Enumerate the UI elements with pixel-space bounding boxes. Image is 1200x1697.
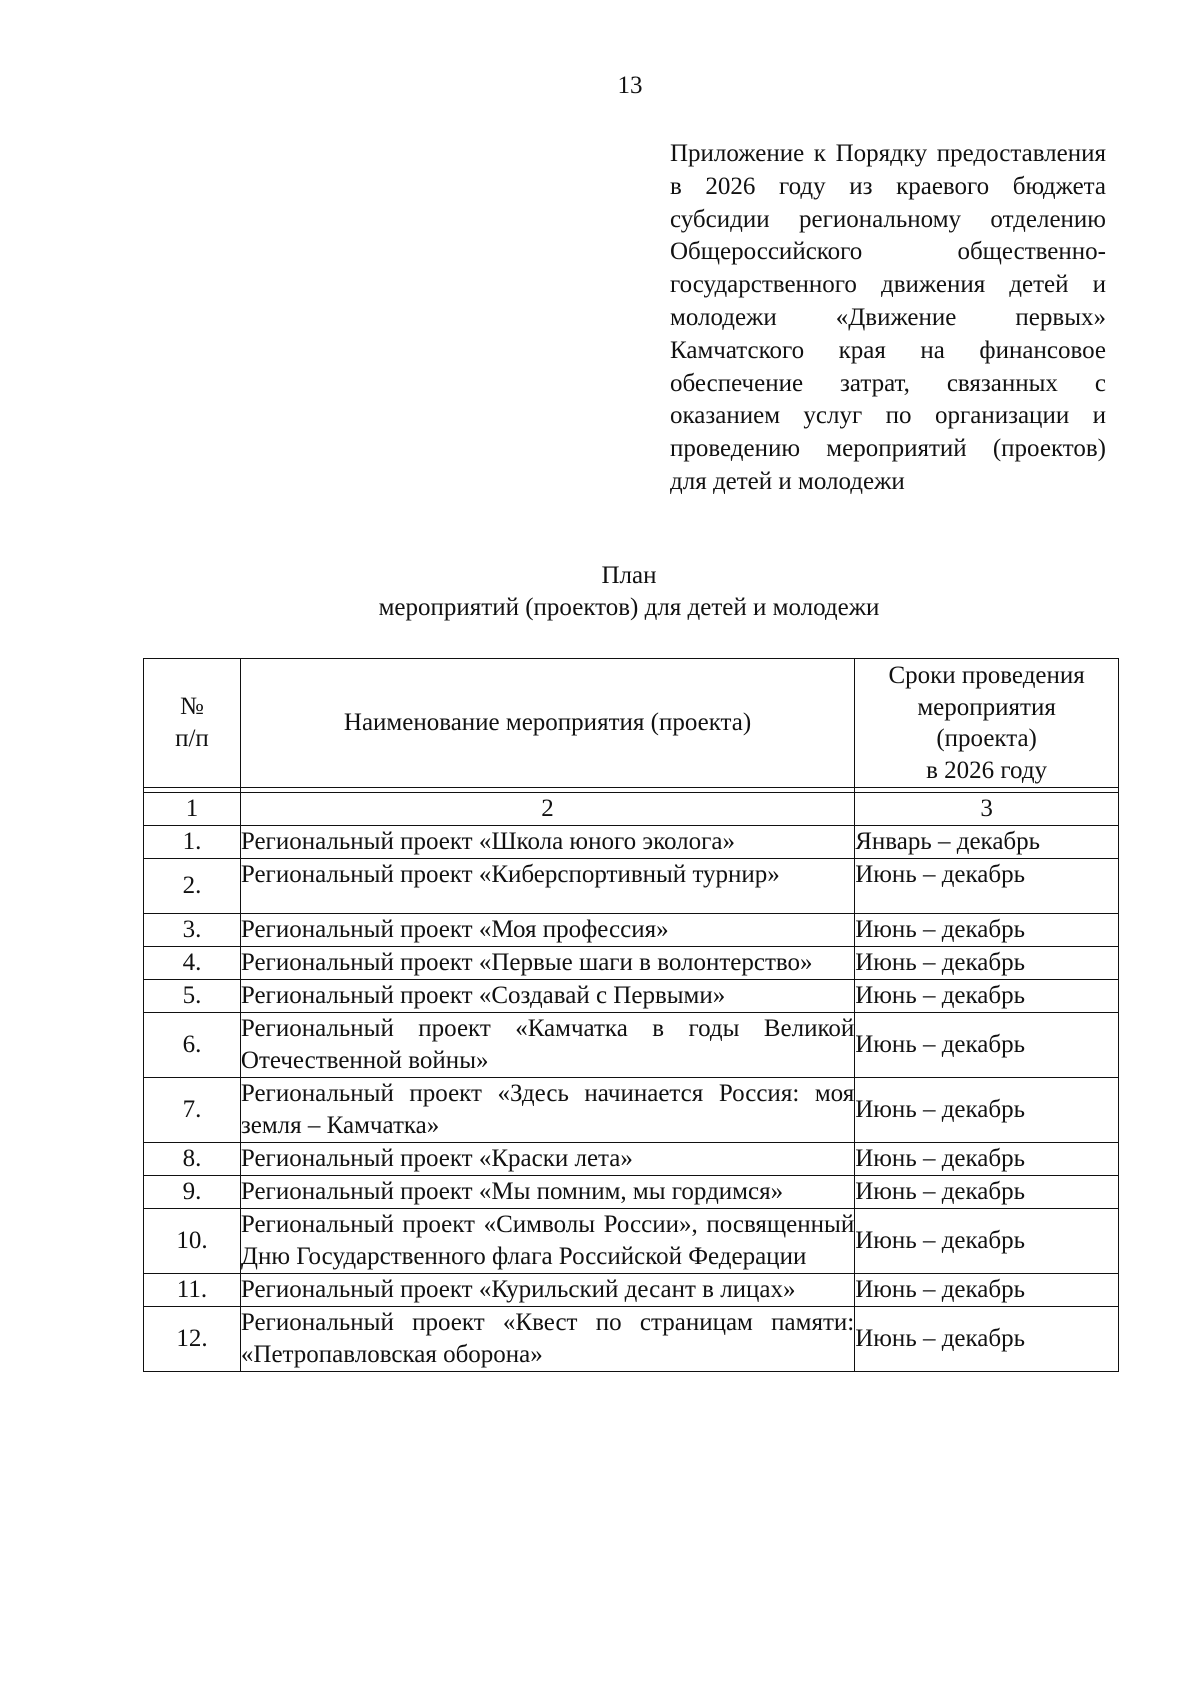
row-event-name: Региональный проект «Киберспортивный турнир» [240,859,854,914]
row-event-name: Региональный проект «Здесь начинается Россия: моя земля – Камчатка» [240,1078,854,1143]
events-plan-table [143,658,1119,1372]
header-period-line-3: (проекта) [936,725,1037,752]
row-number: 2. [144,859,241,914]
table-row [144,947,1119,980]
row-period: Июнь – декабрь [855,947,1119,980]
row-event-name: Региональный проект «Квест по страницам памяти: «Петропавловская оборона» [240,1307,854,1372]
row-event-name: Региональный проект «Школа юного эколога» [240,826,854,859]
table-row [144,1307,1119,1372]
header-period-line-4: в 2026 году [926,756,1048,784]
appendix-note: Приложение к Порядку предоставления в 2026 году из краевого бюджета субсидии региональному отделению Общероссийского общественно-государственного движения детей и молодежи «Движение первых» Камчатского края на финансовое обеспечение затрат, связанных с оказанием услуг по организации и проведению мероприятий (проектов) для детей и молодежи [670,140,1106,495]
row-period: Июнь – декабрь [855,1143,1119,1176]
table-row [144,859,1119,914]
table-row [144,826,1119,859]
header-period-line-2: мероприятия [917,693,1056,721]
row-number: 4. [144,947,241,980]
column-index-3: 3 [855,793,1119,826]
header-period [855,659,1119,788]
row-number: 5. [144,980,241,1013]
header-event-name: Наименование мероприятия (проекта) [240,659,854,788]
row-period: Июнь – декабрь [855,1274,1119,1307]
header-period-line-1: Сроки проведения [888,662,1085,689]
row-period: Январь – декабрь [855,826,1119,859]
row-period: Июнь – декабрь [855,914,1119,947]
header-number-label: п/п [175,725,209,752]
header-number-symbol: № [180,693,204,720]
row-event-name: Региональный проект «Моя профессия» [240,914,854,947]
table-row [144,1274,1119,1307]
table-header-row [144,659,1119,788]
row-event-name: Региональный проект «Камчатка в годы Великой Отечественной войны» [240,1013,854,1078]
table-row [144,1013,1119,1078]
column-index-2: 2 [240,793,854,826]
row-number: 3. [144,914,241,947]
row-number: 8. [144,1143,241,1176]
page-number: 13 [617,72,643,99]
row-event-name: Региональный проект «Символы России», посвященный Дню Государственного флага Российской Федерации [240,1209,854,1274]
row-event-name: Региональный проект «Краски лета» [240,1143,854,1176]
title-line-1: План [601,562,657,589]
document-title [0,560,1200,624]
row-period: Июнь – декабрь [855,980,1119,1013]
row-period: Июнь – декабрь [855,1307,1119,1372]
row-period: Июнь – декабрь [855,859,1119,914]
row-event-name: Региональный проект «Создавай с Первыми» [240,980,854,1013]
row-event-name: Региональный проект «Первые шаги в волонтерство» [240,947,854,980]
column-index-row [144,793,1119,826]
table-row [144,1209,1119,1274]
table-row [144,1176,1119,1209]
row-period: Июнь – декабрь [855,1013,1119,1078]
row-number: 7. [144,1078,241,1143]
row-number: 6. [144,1013,241,1078]
table-row [144,980,1119,1013]
row-period: Июнь – декабрь [855,1209,1119,1274]
row-number: 9. [144,1176,241,1209]
row-number: 11. [144,1274,241,1307]
table-row [144,914,1119,947]
header-number [144,659,241,788]
table-row [144,1143,1119,1176]
row-number: 1. [144,826,241,859]
table-row [144,1078,1119,1143]
row-period: Июнь – декабрь [855,1176,1119,1209]
row-number: 12. [144,1307,241,1372]
row-event-name: Региональный проект «Курильский десант в лицах» [240,1274,854,1307]
row-number: 10. [144,1209,241,1274]
row-period: Июнь – декабрь [855,1078,1119,1143]
column-index-1: 1 [144,793,241,826]
row-event-name: Региональный проект «Мы помним, мы гордимся» [240,1176,854,1209]
title-line-2: мероприятий (проектов) для детей и молодежи [378,594,880,621]
